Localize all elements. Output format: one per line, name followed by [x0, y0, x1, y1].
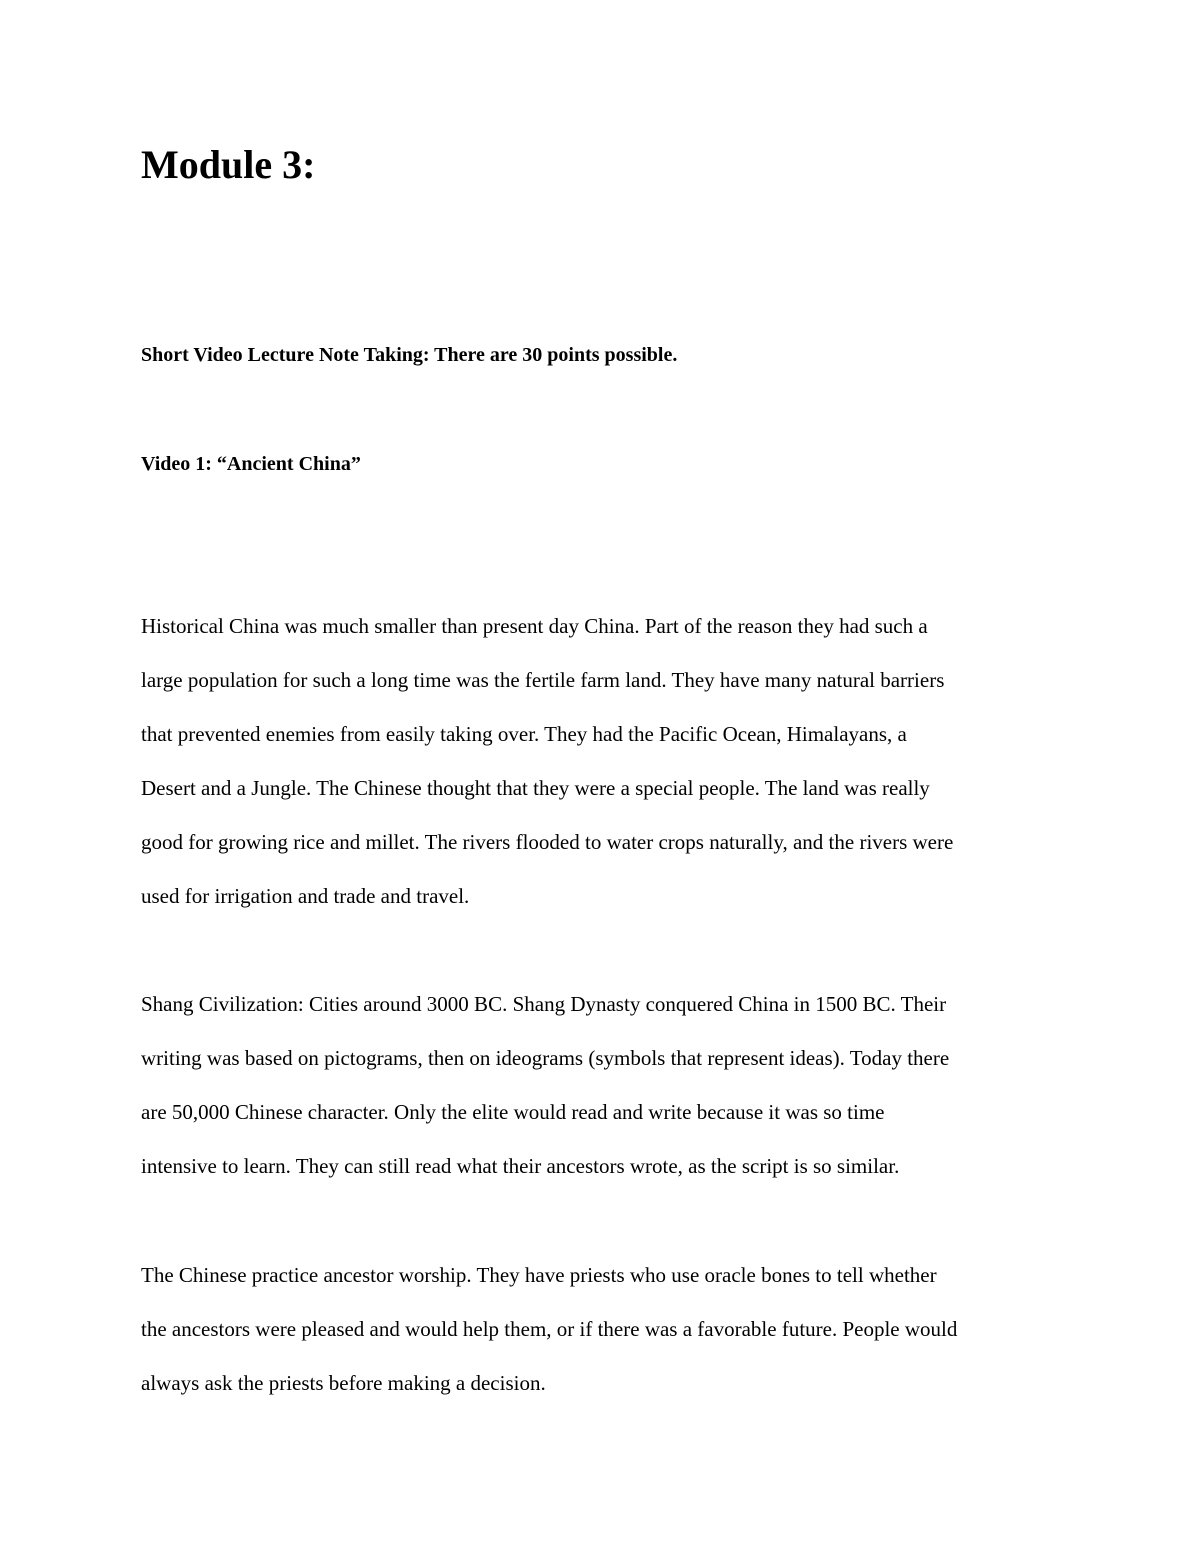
paragraph-line: Desert and a Jungle. The Chinese thought that they were a special people. The land was really: [141, 776, 930, 800]
paragraph-line: Historical China was much smaller than present day China. Part of the reason they had such a: [141, 614, 928, 638]
paragraph-line: writing was based on pictograms, then on ideograms (symbols that represent ideas). Today there: [141, 1046, 950, 1070]
paragraph-line: good for growing rice and millet. The rivers flooded to water crops naturally, and the rivers were: [141, 830, 954, 854]
paragraph-shang-civilization: [141, 977, 949, 1193]
paragraph-line: that prevented enemies from easily taking over. They had the Pacific Ocean, Himalayans, a: [141, 722, 907, 746]
video-heading: Video 1: “Ancient China”: [141, 453, 361, 475]
paragraph-line: always ask the priests before making a decision.: [141, 1371, 546, 1395]
paragraph-geography: [141, 599, 953, 923]
paragraph-ancestor-worship: [141, 1248, 957, 1410]
paragraph-line: intensive to learn. They can still read what their ancestors wrote, as the script is so similar.: [141, 1154, 900, 1178]
paragraph-line: The Chinese practice ancestor worship. They have priests who use oracle bones to tell whether: [141, 1263, 937, 1287]
page-title: Module 3:: [141, 142, 316, 187]
paragraph-line: are 50,000 Chinese character. Only the elite would read and write because it was so time: [141, 1100, 885, 1124]
paragraph-line: used for irrigation and trade and travel.: [141, 884, 470, 908]
paragraph-line: the ancestors were pleased and would help them, or if there was a favorable future. People would: [141, 1317, 958, 1341]
paragraph-line: Shang Civilization: Cities around 3000 BC. Shang Dynasty conquered China in 1500 BC. Their: [141, 992, 947, 1016]
assignment-instructions: Short Video Lecture Note Taking: There are 30 points possible.: [141, 344, 678, 366]
paragraph-line: large population for such a long time was the fertile farm land. They have many natural barriers: [141, 668, 945, 692]
